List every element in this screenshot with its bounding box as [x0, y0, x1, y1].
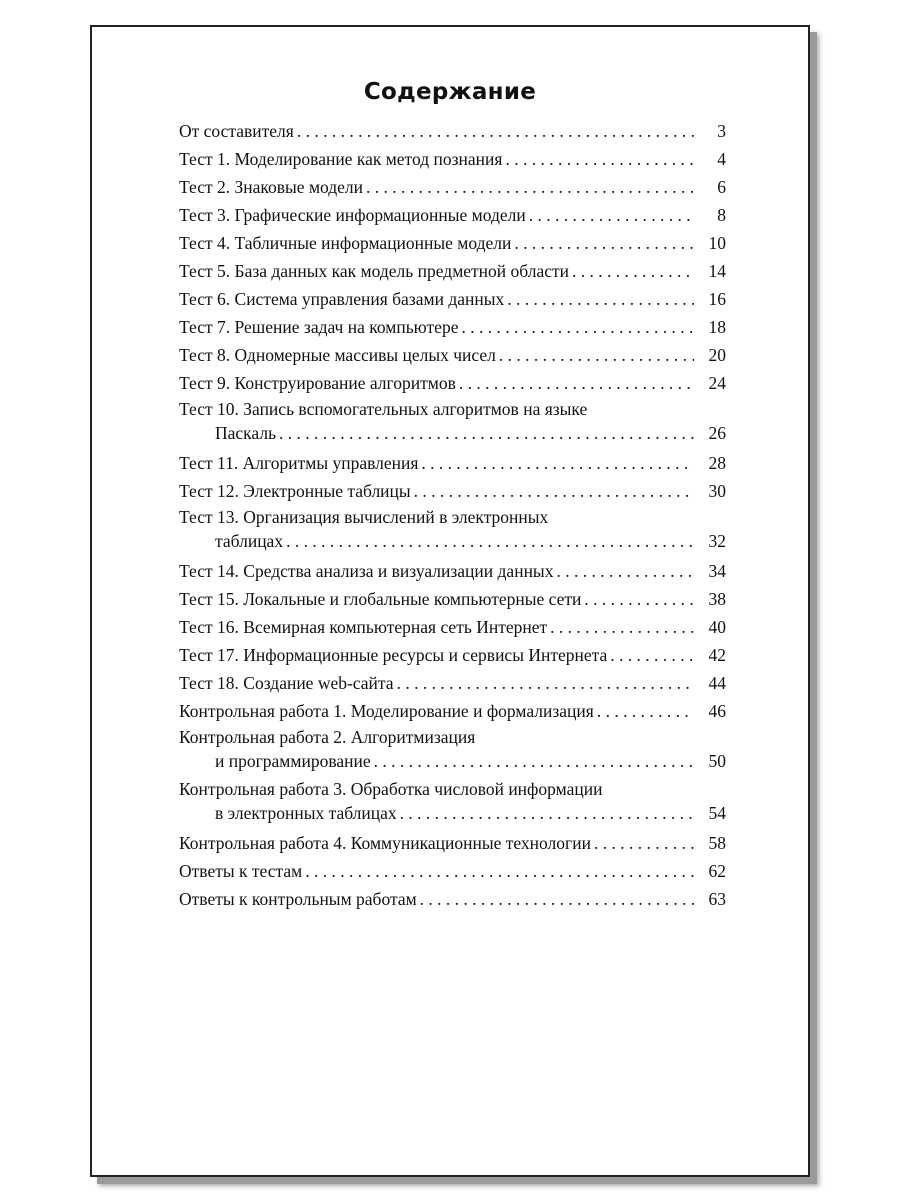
dot-leader: [286, 529, 694, 553]
toc-entry-title: Тест 3. Графические информационные модели: [179, 205, 526, 225]
toc-entry-line: [179, 145, 726, 173]
toc-entry: [179, 201, 726, 229]
dot-leader: [529, 201, 694, 229]
toc-entry-line: [179, 341, 726, 369]
toc-page-number: 6: [717, 177, 726, 197]
toc-entry-title: Тест 8. Одномерные массивы целых чисел: [179, 345, 496, 365]
dot-leader: [572, 257, 694, 285]
toc-entry: [179, 885, 726, 913]
toc-entry-title: Контрольная работа 2. Алгоритмизация: [179, 727, 476, 747]
toc-entry-line: [179, 641, 726, 669]
toc-entry-line: [179, 613, 726, 641]
toc-entry-title: Контрольная работа 4. Коммуникационные технологии: [179, 833, 591, 853]
toc-page-number: 8: [717, 205, 726, 225]
toc-page-number: 34: [708, 561, 726, 581]
toc-page-number: 28: [708, 453, 726, 473]
toc-page-number: 62: [708, 861, 726, 881]
dot-leader: [366, 173, 694, 201]
toc-entry: [179, 557, 726, 585]
toc-entry: [179, 341, 726, 369]
toc-entry-line: [179, 669, 726, 697]
dot-leader: [400, 801, 694, 825]
toc-entry-line: [179, 117, 726, 145]
dot-leader: [421, 449, 694, 477]
toc-entry: [179, 857, 726, 885]
toc-entry-line: [179, 557, 726, 585]
page-title: Содержание: [363, 79, 537, 105]
toc-entry-title: Тест 7. Решение задач на компьютере: [179, 317, 459, 337]
toc-entry-title: От составителя: [179, 121, 294, 141]
toc-entry-line: [179, 173, 726, 201]
toc-entry-title: Ответы к контрольным работам: [179, 889, 417, 909]
dot-leader: [550, 613, 694, 641]
toc-entry-line: [179, 201, 726, 229]
dot-leader: [414, 477, 694, 505]
toc-entry-title: Тест 14. Средства анализа и визуализации данных: [179, 561, 554, 581]
toc-entry-line: [179, 885, 726, 913]
toc-entry-title: Тест 17. Информационные ресурсы и сервисы Интернета: [179, 645, 608, 665]
toc-entry: [179, 829, 726, 857]
toc-page-number: 4: [717, 149, 726, 169]
toc-entry-title: Ответы к тестам: [179, 861, 303, 881]
toc-entry: [179, 669, 726, 697]
toc-page-number: 42: [708, 645, 726, 665]
toc-entry-title: Контрольная работа 1. Моделирование и формализация: [179, 701, 594, 721]
toc-entry: [179, 777, 726, 825]
toc-entry-title: в электронных таблицах: [215, 803, 397, 823]
toc-entry-title: Тест 6. Система управления базами данных: [179, 289, 505, 309]
toc-entry-continuation: [179, 421, 726, 445]
toc-entry: [179, 505, 726, 553]
toc-entry-line: [179, 397, 726, 421]
toc-entry-line: [179, 477, 726, 505]
toc-entry-title: Тест 16. Всемирная компьютерная сеть Интернет: [179, 617, 548, 637]
toc-entry-line: [179, 829, 726, 857]
toc-entry-line: [179, 857, 726, 885]
toc-entry: [179, 613, 726, 641]
dot-leader: [594, 829, 694, 857]
toc-entry-title: Контрольная работа 3. Обработка числовой информации: [179, 779, 603, 799]
toc-entry: [179, 313, 726, 341]
toc-entry: [179, 449, 726, 477]
dot-leader: [505, 145, 694, 173]
toc-entry-title: Тест 1. Моделирование как метод познания: [179, 149, 503, 169]
toc-page-number: 3: [717, 121, 726, 141]
dot-leader: [499, 341, 694, 369]
toc-entry-title: Тест 12. Электронные таблицы: [179, 481, 411, 501]
toc-entry-line: [179, 285, 726, 313]
dot-leader: [556, 557, 694, 585]
toc-page-number: 40: [708, 617, 726, 637]
dot-leader: [374, 749, 694, 773]
dot-leader: [461, 313, 694, 341]
dot-leader: [279, 421, 694, 445]
dot-leader: [597, 697, 694, 725]
toc-page-number: 58: [708, 833, 726, 853]
toc-page-number: 38: [708, 589, 726, 609]
toc-entry-line: [179, 257, 726, 285]
dot-leader: [305, 857, 694, 885]
toc-entry-title: Тест 5. База данных как модель предметной области: [179, 261, 570, 281]
toc-page-number: 44: [708, 673, 726, 693]
toc-page-number: 30: [708, 481, 726, 501]
toc-entry-line: [179, 229, 726, 257]
dot-leader: [584, 585, 694, 613]
toc-entry-title: Тест 15. Локальные и глобальные компьютерные сети: [179, 589, 582, 609]
toc-entry-line: [179, 505, 726, 529]
toc-entry-continuation: [179, 529, 726, 553]
toc-entry-line: [179, 697, 726, 725]
toc-page-number: 50: [708, 751, 726, 771]
toc-entry-title: Тест 11. Алгоритмы управления: [179, 453, 419, 473]
toc-entry-line: [179, 585, 726, 613]
toc-page-number: 54: [708, 803, 726, 823]
toc-entry: [179, 257, 726, 285]
toc-entry-title: Тест 10. Запись вспомогательных алгоритмов на языке: [179, 399, 588, 419]
toc-entry-continuation: [179, 801, 726, 825]
toc-page-number: 46: [708, 701, 726, 721]
toc-entry-title: таблицах: [215, 531, 284, 551]
toc-entry: [179, 585, 726, 613]
toc-entry-title: Паскаль: [215, 423, 277, 443]
toc-entry-title: и программирование: [215, 751, 371, 771]
toc-entry: [179, 725, 726, 773]
toc-page-number: 16: [708, 289, 726, 309]
toc-page-number: 10: [708, 233, 726, 253]
toc-entry: [179, 697, 726, 725]
toc-entry-title: Тест 9. Конструирование алгоритмов: [179, 373, 456, 393]
toc-entry-line: [179, 313, 726, 341]
table-of-contents: [179, 117, 726, 913]
toc-entry: [179, 173, 726, 201]
toc-entry: [179, 145, 726, 173]
toc-entry-title: Тест 13. Организация вычислений в электронных: [179, 507, 549, 527]
toc-entry: [179, 117, 726, 145]
toc-entry: [179, 369, 726, 397]
toc-page-number: 20: [708, 345, 726, 365]
toc-entry: [179, 229, 726, 257]
dot-leader: [514, 229, 694, 257]
toc-entry-line: [179, 369, 726, 397]
toc-entry-title: Тест 2. Знаковые модели: [179, 177, 364, 197]
toc-entry-title: Тест 4. Табличные информационные модели: [179, 233, 512, 253]
dot-leader: [507, 285, 694, 313]
dot-leader: [610, 641, 694, 669]
dot-leader: [397, 669, 694, 697]
toc-entry: [179, 477, 726, 505]
book-page: [90, 25, 810, 1177]
toc-entry-line: [179, 777, 726, 801]
toc-page-number: 32: [708, 531, 726, 551]
toc-entry: [179, 285, 726, 313]
toc-entry: [179, 397, 726, 445]
toc-page-number: 18: [708, 317, 726, 337]
dot-leader: [459, 369, 694, 397]
toc-page-number: 24: [708, 373, 726, 393]
toc-page-number: 14: [708, 261, 726, 281]
toc-entry-continuation: [179, 749, 726, 773]
toc-page-number: 63: [708, 889, 726, 909]
toc-entry-line: [179, 725, 726, 749]
toc-page-number: 26: [708, 423, 726, 443]
toc-entry-title: Тест 18. Создание web-сайта: [179, 673, 394, 693]
toc-entry-line: [179, 449, 726, 477]
dot-leader: [420, 885, 694, 913]
dot-leader: [297, 117, 694, 145]
toc-entry: [179, 641, 726, 669]
